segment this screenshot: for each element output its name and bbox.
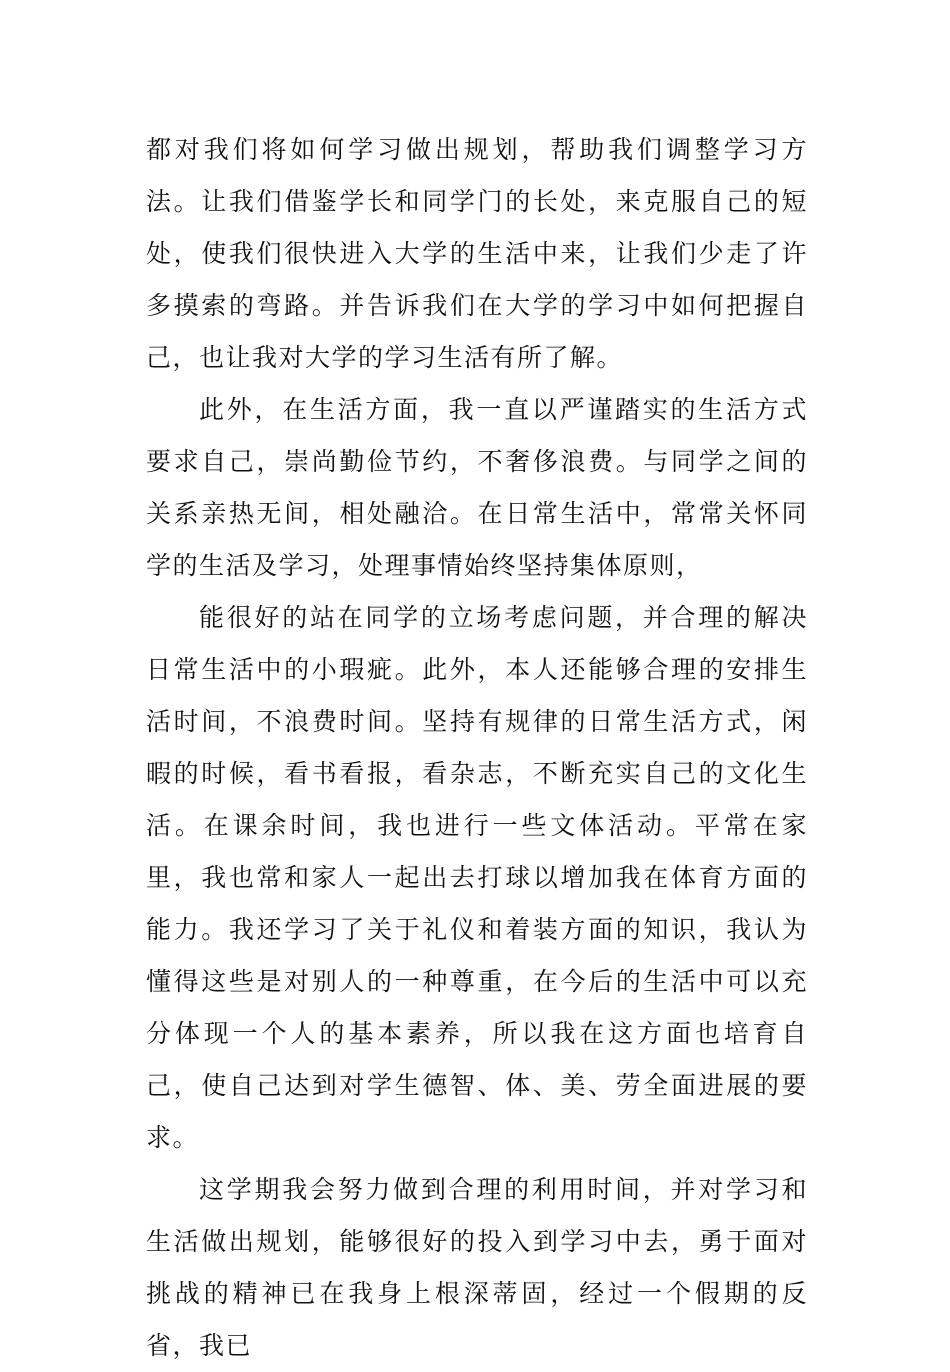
- paragraph: 能很好的站在同学的立场考虑问题，并合理的解决日常生活中的小瑕疵。此外，本人还能够合理的安排生活时间，不浪费时间。坚持有规律的日常生活方式，闲暇的时候，看书看报，看杂志，不断充实自己的文化生活。在课余时间，我也进行一些文体活动。平常在家里，我也常和家人一起出去打球以增加我在体育方面的能力。我还学习了关于礼仪和着装方面的知识，我认为懂得这些是对别人的一种尊重，在今后的生活中可以充分体现一个人的基本素养，所以我在这方面也培育自己，使自己达到对学生德智、体、美、劳全面进展的要求。: [146, 603, 808, 1152]
- paragraph: 此外，在生活方面，我一直以严谨踏实的生活方式要求自己，崇尚勤俭节约，不奢侈浪费。与同学之间的关系亲热无间，相处融洽。在日常生活中，常常关怀同学的生活及学习，处理事情始终坚持集体原则，: [146, 395, 808, 580]
- document-body: [146, 124, 808, 1372]
- paragraph: 这学期我会努力做到合理的利用时间，并对学习和生活做出规划，能够很好的投入到学习中去，勇于面对挑战的精神已在我身上根深蒂固，经过一个假期的反省，我已: [146, 1175, 808, 1360]
- paragraph: 都对我们将如何学习做出规划，帮助我们调整学习方法。让我们借鉴学长和同学门的长处，来克服自己的短处，使我们很快进入大学的生活中来，让我们少走了许多摸索的弯路。并告诉我们在大学的学习中如何把握自己，也让我对大学的学习生活有所了解。: [146, 135, 808, 372]
